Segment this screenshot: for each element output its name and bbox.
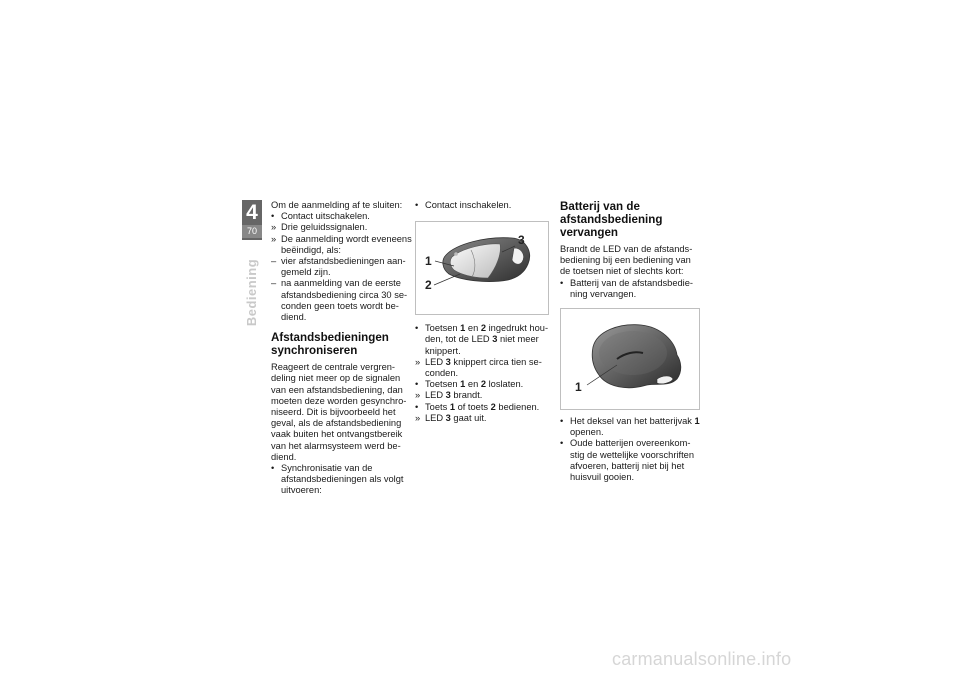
step-text: en — [465, 323, 481, 334]
list-marker: • — [415, 401, 419, 412]
chapter-number: 4 — [246, 201, 258, 224]
list-marker: • — [415, 200, 419, 210]
list-item: afvoeren, batterij niet bij het — [570, 460, 685, 471]
list-item: gemeld zijn. — [281, 267, 331, 278]
watermark: carmanualsonline.info — [612, 649, 792, 669]
list-item: De aanmelding wordt eveneens — [281, 233, 412, 244]
column-2 — [415, 200, 555, 424]
step-text: brandt. — [450, 390, 483, 401]
list-marker: » — [271, 233, 277, 244]
battery-bullet-1 — [560, 278, 700, 300]
list-marker: • — [560, 277, 564, 288]
step-ref: 1 — [460, 379, 466, 390]
list-marker: • — [415, 323, 419, 334]
paragraph-line: de toetsen niet of slechts kort: — [560, 266, 684, 277]
step-text: loslaten. — [486, 379, 524, 390]
side-label-text: Bediening — [244, 258, 260, 326]
battery-bullet-2 — [560, 416, 700, 438]
chapter-tab — [242, 200, 262, 240]
callout-2: 2 — [425, 278, 432, 293]
paragraph-line: deling niet meer op de signalen — [271, 373, 401, 384]
heading-line: synchroniseren — [271, 344, 358, 358]
paragraph-line: van een afstandsbediening, dan — [271, 384, 403, 395]
paragraph-line: Reageert de centrale vergren- — [271, 362, 396, 373]
paragraph-line: vaak buiten het ontvangstbereik — [271, 429, 403, 440]
callout-1: 1 — [425, 254, 432, 269]
list-item: Contact inschakelen. — [425, 200, 512, 210]
step-ref: 3 — [492, 334, 498, 345]
list-item: stig de wettelijke voorschriften — [570, 449, 695, 460]
step-text: niet meer — [497, 334, 539, 345]
list-item: Contact uitschakelen. — [281, 211, 370, 222]
step-text: en — [465, 379, 481, 390]
list-marker: • — [271, 463, 275, 474]
step-text: conden. — [425, 368, 459, 379]
battery-bullet-3 — [560, 438, 700, 483]
step-ref: 3 — [445, 356, 451, 367]
column-1 — [271, 200, 411, 497]
step-text: of toets — [454, 401, 491, 412]
sync-bullet — [271, 463, 411, 497]
list-marker: » — [415, 356, 421, 367]
list-marker: – — [271, 256, 277, 267]
list-item: uitvoeren: — [281, 485, 322, 496]
list-item: Batterij van de afstandsbedie- — [570, 277, 694, 288]
page-number: 70 — [242, 225, 262, 238]
step-text: LED — [425, 356, 446, 367]
list-marker: • — [560, 438, 564, 449]
list-marker: • — [271, 211, 275, 222]
list-item: vier afstandsbedieningen aan- — [281, 256, 406, 267]
column-3 — [560, 200, 700, 483]
callout-1: 1 — [575, 380, 582, 395]
list-item: Drie geluidssignalen. — [281, 222, 368, 233]
paragraph-line: moeten deze worden gesynchro- — [271, 395, 407, 406]
list-marker: – — [271, 278, 277, 289]
list-marker: • — [560, 416, 564, 427]
list-item: openen. — [570, 427, 604, 438]
section-heading-sync — [271, 331, 411, 357]
step-text: Toetsen — [425, 323, 461, 334]
callout-3: 3 — [518, 233, 525, 248]
step-text: den, tot de LED — [425, 334, 493, 345]
list-item: Het deksel van het batterijvak — [570, 416, 695, 427]
list-item: diend. — [281, 312, 307, 323]
paragraph-line: bediening bij een bediening van — [560, 255, 691, 266]
step-text: Toetsen — [425, 379, 461, 390]
battery-cover-illustration — [561, 309, 699, 409]
list-marker: » — [415, 390, 421, 401]
step-ref: 2 — [480, 323, 487, 334]
list-item: afstandsbedieningen als volgt — [281, 474, 404, 485]
heading-line: Afstandsbedieningen — [271, 331, 389, 345]
list-item: na aanmelding van de eerste — [281, 278, 401, 289]
paragraph-line: Brandt de LED van de afstands- — [560, 244, 693, 254]
paragraph-line: geval, als de afstandsbediening — [271, 418, 402, 429]
battery-paragraph — [560, 244, 700, 278]
remote-key-illustration — [416, 222, 548, 314]
step-ref: 2 — [480, 379, 487, 390]
step-ref: 2 — [490, 401, 496, 412]
list-item: conden geen toets wordt be- — [281, 300, 399, 311]
list-item: huisvuil gooien. — [570, 472, 635, 483]
list-item: Oude batterijen overeenkom- — [570, 438, 691, 449]
paragraph-line: diend. — [271, 451, 297, 462]
step-ref: 3 — [445, 390, 451, 401]
sync-paragraph — [271, 362, 411, 463]
list-item: Synchronisatie van de — [281, 463, 373, 474]
paragraph-line: niseerd. Dit is bijvoorbeeld het — [271, 407, 396, 418]
list-marker: • — [415, 379, 419, 390]
list-item: beëindigd, als: — [281, 244, 341, 255]
step-text: knippert. — [425, 345, 461, 356]
remote-key-figure — [415, 221, 549, 315]
list-marker: » — [415, 412, 421, 423]
heading-line: afstandsbediening — [560, 213, 663, 226]
finish-list — [271, 211, 411, 323]
step-text: gaat uit. — [450, 412, 487, 423]
list-item: afstandsbediening circa 30 se- — [281, 289, 408, 300]
heading-line: Batterij van de — [560, 200, 640, 213]
paragraph-line: van het alarmsysteem werd be- — [271, 440, 401, 451]
list-marker: » — [271, 222, 277, 233]
heading-line: vervangen — [560, 226, 618, 239]
section-heading-battery — [560, 200, 700, 239]
step-ref: 3 — [445, 412, 451, 423]
sync-steps — [415, 323, 555, 424]
step-text: knippert circa tien se- — [450, 356, 542, 367]
step-text: ingedrukt hou- — [486, 323, 549, 334]
step-text: Toets — [425, 401, 450, 412]
step-text: LED — [425, 390, 446, 401]
step-ref: 1 — [460, 323, 466, 334]
step-ref: 1 — [694, 416, 700, 427]
step-text: bedienen. — [495, 401, 540, 412]
list-item: ning vervangen. — [570, 288, 637, 299]
step-text: LED — [425, 412, 446, 423]
battery-cover-figure — [560, 308, 700, 410]
step-ref: 1 — [449, 401, 455, 412]
intro-text: Om de aanmelding af te sluiten: — [271, 200, 403, 210]
